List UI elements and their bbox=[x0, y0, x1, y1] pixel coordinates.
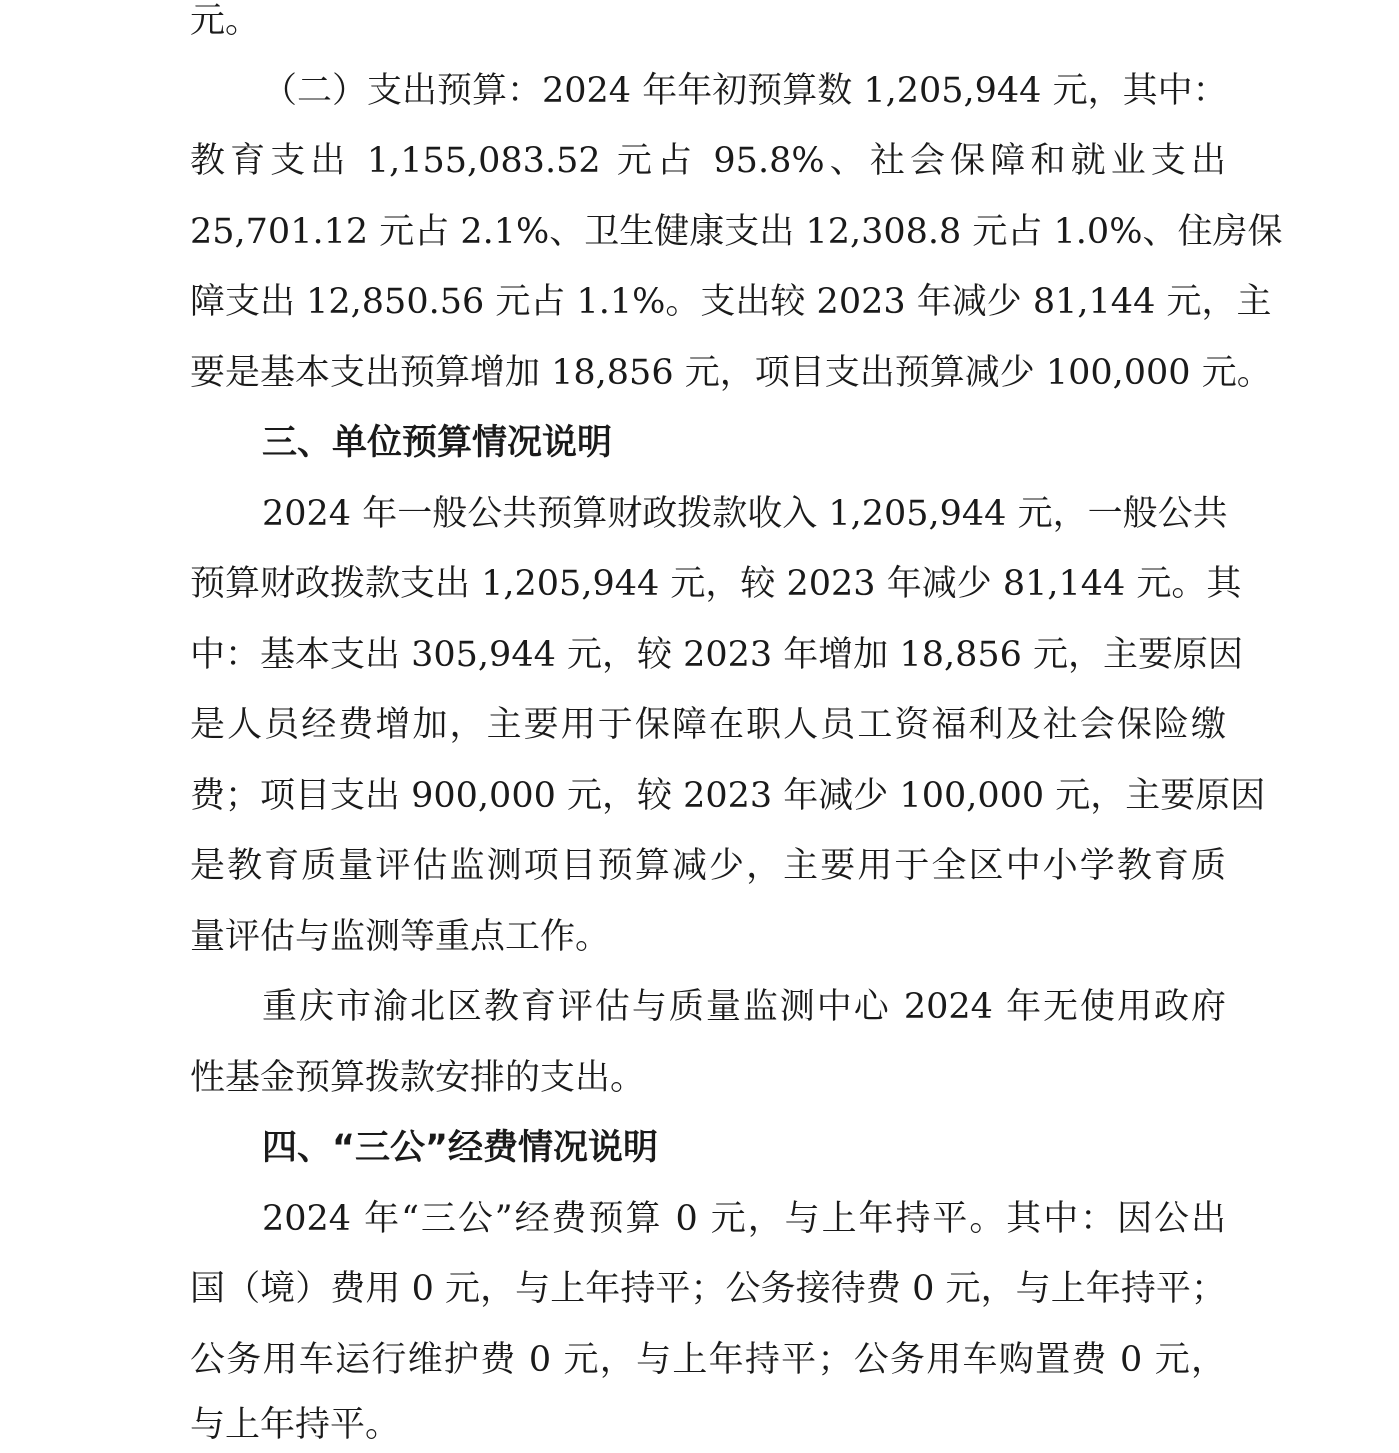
text-line-16: 性基金预算拨款安排的支出。 bbox=[190, 1058, 646, 1098]
text-line-20: 公务用车运行维护费 0 元，与上年持平；公务用车购置费 0 元， bbox=[190, 1340, 1226, 1380]
text-line-2: （二）支出预算：2024 年年初预算数 1,205,944 元，其中： bbox=[262, 71, 1228, 111]
text-line-9: 预算财政拨款支出 1,205,944 元，较 2023 年减少 81,144 元。其 bbox=[190, 564, 1242, 604]
text-line-19: 国（境）费用 0 元，与上年持平；公务接待费 0 元，与上年持平； bbox=[190, 1269, 1226, 1309]
text-line-5: 障支出 12,850.56 元占 1.1%。支出较 2023 年减少 81,144 元，主 bbox=[190, 282, 1272, 322]
text-line-10: 中：基本支出 305,944 元，较 2023 年增加 18,856 元，主要原因 bbox=[190, 635, 1244, 675]
text-line-15: 重庆市渝北区教育评估与质量监测中心 2024 年无使用政府 bbox=[262, 987, 1226, 1027]
section-heading-three: 三、单位预算情况说明 bbox=[262, 423, 613, 463]
text-line-1: 元。 bbox=[190, 1, 261, 41]
text-line-8: 2024 年一般公共预算财政拨款收入 1,205,944 元，一般公共 bbox=[262, 494, 1228, 534]
text-line-12: 费；项目支出 900,000 元，较 2023 年减少 100,000 元，主要原因 bbox=[190, 776, 1266, 816]
text-line-14: 量评估与监测等重点工作。 bbox=[190, 917, 611, 957]
text-line-6: 要是基本支出预算增加 18,856 元，项目支出预算减少 100,000 元。 bbox=[190, 353, 1272, 393]
text-line-3: 教育支出 1,155,083.52 元占 95.8%、社会保障和就业支出 bbox=[190, 141, 1226, 181]
section-heading-four: 四、“三公”经费情况说明 bbox=[262, 1128, 659, 1168]
text-line-13: 是教育质量评估监测项目预算减少，主要用于全区中小学教育质 bbox=[190, 846, 1226, 886]
text-line-4: 25,701.12 元占 2.1%、卫生健康支出 12,308.8 元占 1.0%、住房保 bbox=[190, 212, 1283, 252]
text-line-21: 与上年持平。 bbox=[190, 1405, 401, 1445]
text-line-11: 是人员经费增加，主要用于保障在职人员工资福利及社会保险缴 bbox=[190, 705, 1226, 745]
text-line-18: 2024 年“三公”经费预算 0 元，与上年持平。其中：因公出 bbox=[262, 1199, 1226, 1239]
